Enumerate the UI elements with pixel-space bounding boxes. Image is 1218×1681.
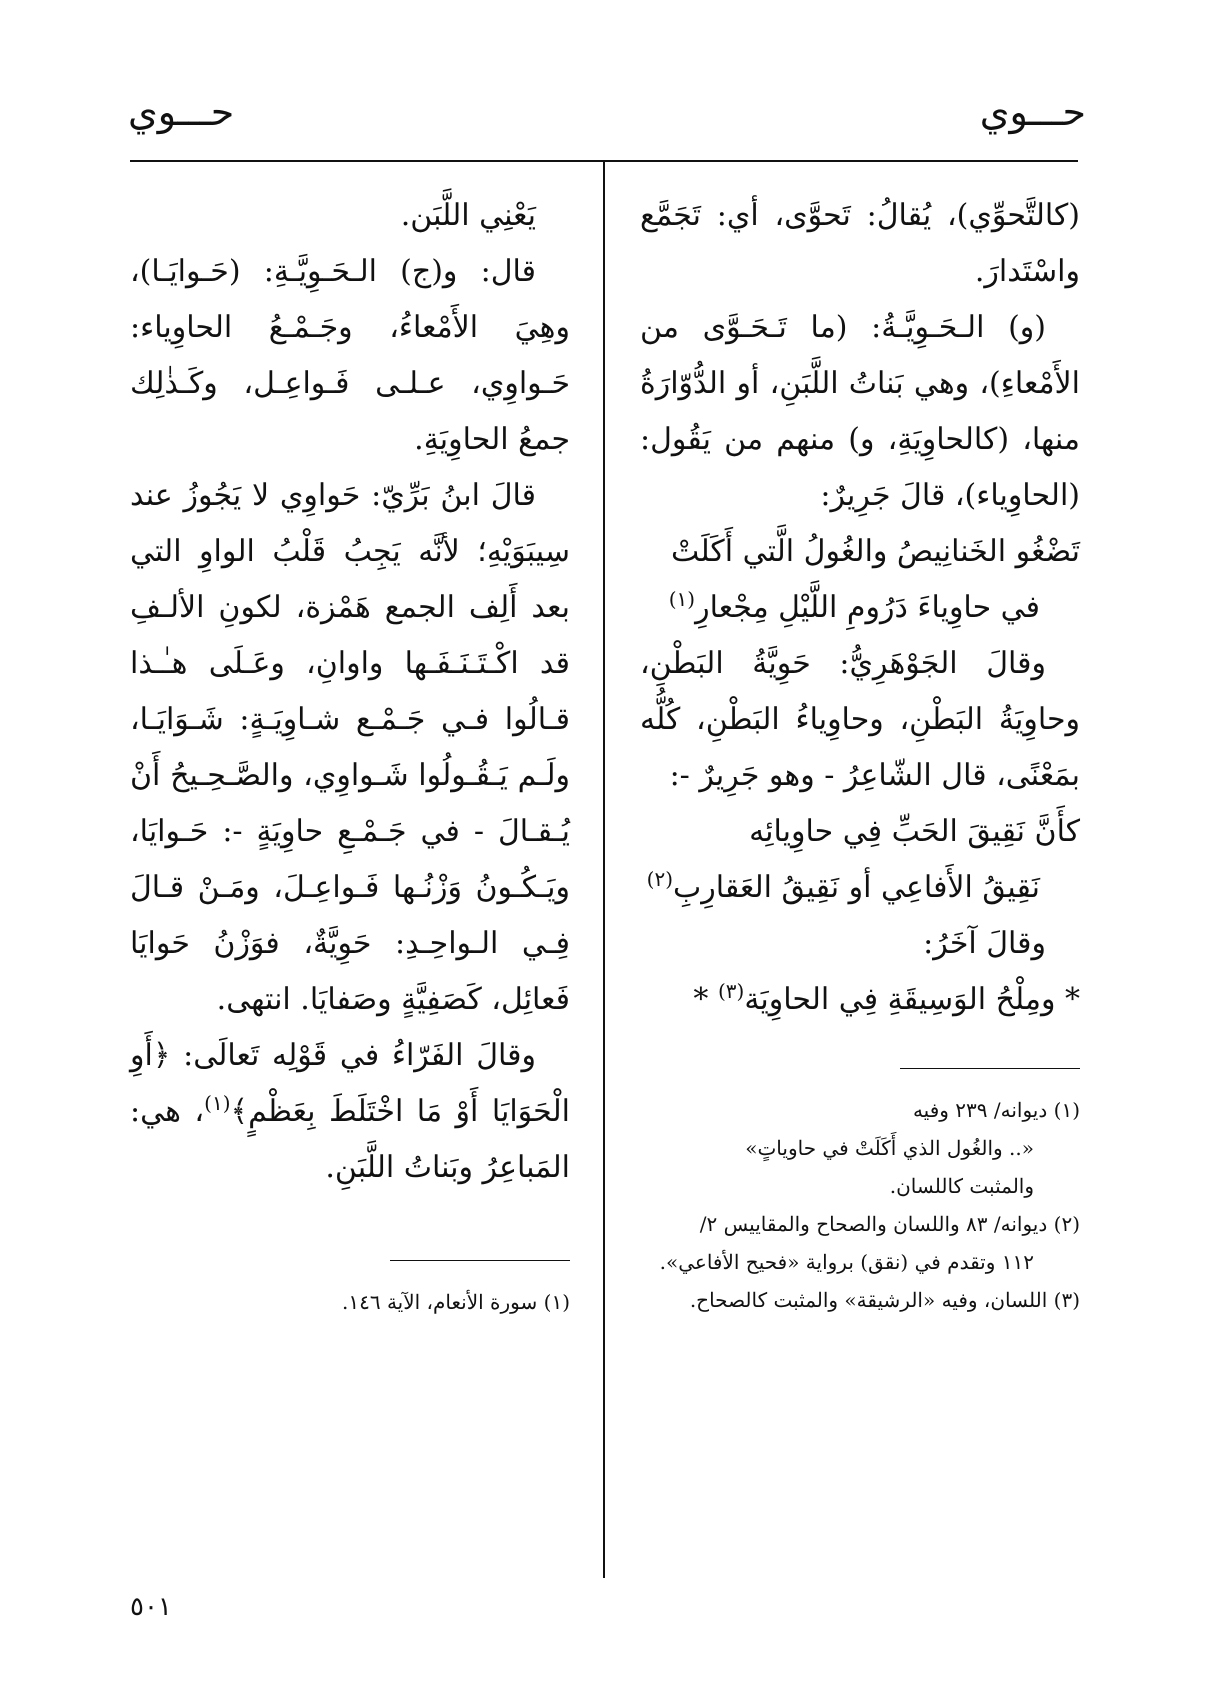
footnote-mark-2: (٢) bbox=[646, 867, 673, 891]
footnote-right-3-text: اللسان، وفيه «الرشيقة» والمثبت كالصحاح. bbox=[689, 1288, 1048, 1312]
footnote-left-1-number: (١) bbox=[543, 1290, 570, 1314]
footnote-right-2-number: (٢) bbox=[1053, 1212, 1080, 1236]
footnote-right-2-text: ديوانه/ ٨٣ واللسان والصحاح والمقاييس ٢/ bbox=[699, 1212, 1048, 1236]
footnote-right-3 bbox=[640, 1281, 1080, 1319]
footnote-right-1-text: ديوانه/ ٢٣٩ وفيه bbox=[912, 1098, 1048, 1122]
left-paragraph-2: قال: و(ج) الـحَـوِيَّـةِ: (حَـوايَـا)، وهِيَ الأَمْعاءُ، وجَـمْـعُ الحاوِياء: حَـواوِي، عـلـى فَـواعِـل، وكَـذٰلِك جمعُ الحاوِيَةِ. bbox=[130, 254, 570, 457]
verse-3 bbox=[640, 972, 1080, 1028]
footnote-left-1 bbox=[130, 1283, 570, 1321]
right-column bbox=[640, 188, 1080, 1319]
footnote-right-3-number: (٣) bbox=[1053, 1288, 1080, 1312]
footnote-right-2-continuation: ١١٢ وتقدم في (نقق) برواية «فحيح الأفاعي». bbox=[659, 1250, 1034, 1274]
footnote-left-1-text: سورة الأنعام، الآية ١٤٦. bbox=[342, 1290, 538, 1314]
page-number: ٥٠١ bbox=[130, 1592, 172, 1622]
left-column bbox=[130, 188, 570, 1321]
right-paragraph-1: (كالتَّحوِّي)، يُقالُ: تَحوَّى، أي: تَجَمَّع واسْتَدارَ. bbox=[640, 198, 1080, 289]
header-root-right: حـــوي bbox=[979, 90, 1086, 134]
left-paragraph-4-rest: ، هي: المَباعِرُ وبَناتُ اللَّبَنِ. bbox=[130, 1094, 570, 1185]
verse-3-end: * bbox=[693, 982, 718, 1017]
footnote-right-1-note: والمثبت كاللسان. bbox=[889, 1174, 1034, 1198]
verse-1-second-hemistich bbox=[640, 580, 1080, 636]
verse-1-second-text: في حاوِياءَ دَرُومِ اللَّيْلِ مِجْعارِ bbox=[695, 590, 1040, 625]
verse-2-second-hemistich bbox=[640, 860, 1080, 916]
left-paragraph-1: يَعْنِي اللَّبَن. bbox=[400, 198, 536, 233]
verse-3-text: * ومِلْحُ الوَسِيقَةِ فِي الحاوِيَة bbox=[744, 982, 1080, 1017]
footnote-right-1 bbox=[640, 1091, 1080, 1205]
footnote-right-1-number: (١) bbox=[1053, 1098, 1080, 1122]
footnote-rule-left bbox=[390, 1260, 570, 1261]
header-root-left: حـــوي bbox=[128, 90, 235, 134]
verse-2-second-text: نَقِيقُ الأَفاعِي أو نَقِيقُ العَقارِبِ bbox=[673, 870, 1040, 905]
left-paragraph-4 bbox=[130, 1028, 570, 1196]
footnote-rule-right bbox=[900, 1068, 1080, 1069]
left-paragraph-3: قالَ ابنُ بَرِّيّ: حَواوِي لا يَجُوزُ عند سِيبَوَيْهِ؛ لأنَّه يَجِبُ قَلْبُ الواوِ التي بعد أَلِف الجمع هَمْزة، لكونِ الألـفِ قد اكْـتَـنَـفَـها واوانِ، وعَـلَى هـٰـذا قـالُوا فـي جَـمْـع شـاوِيَـةٍ: شَـوَايَـا، ولَـم يَـقُـولُوا شَـواوِي، والصَّـحِـيحُ أَنْ يُـقـالَ - في جَـمْـعِ حاوِيَةٍ -: حَـوايَا، ويَـكُـونُ وَزْنُـها فَـواعِـلَ، ومَـنْ قـالَ فِـي الـواحِـدِ: حَوِيَّةٌ، فوَزْنُ حَوايَا فَعائِل، كَصَفِيَّةٍ وصَفايَا. انتهى. bbox=[130, 478, 570, 1017]
footnote-mark-left-1: (١) bbox=[204, 1091, 231, 1115]
left-paragraph-4-quran: وقالَ الفَرّاءُ في قَوْلِه تَعالَى: ﴿أَوِ الْحَوَايَا أَوْ مَا اخْتَلَطَ بِعَظْمٍ﴾ bbox=[130, 1038, 570, 1129]
footnote-right-2 bbox=[640, 1205, 1080, 1281]
footnote-mark-3: (٣) bbox=[717, 979, 745, 1003]
right-paragraph-4: وقالَ آخَرُ: bbox=[923, 926, 1046, 961]
column-divider bbox=[603, 160, 605, 1578]
verse-2-first-hemistich: كأَنَّ نَقِيقَ الحَبِّ فِي حاوِيائِه bbox=[749, 814, 1080, 849]
right-paragraph-2: (و) الـحَـوِيَّـةُ: (ما تَـحَـوَّى من الأَمْعاءِ)، وهي بَناتُ اللَّبَنِ، أو الدُّوّارَةُ منها، (كالحاوِيَةِ، و) منهم من يَقُول: (الحاوِياء)، قالَ جَرِيرٌ: bbox=[640, 310, 1080, 513]
verse-1-first-hemistich: تَضْغُو الخَنانِيصُ والغُولُ الَّتي أَكَلَتْ bbox=[671, 534, 1080, 569]
right-paragraph-3: وقالَ الجَوْهَرِيُّ: حَوِيَّةُ البَطْنِ، وحاوِيَةُ البَطْنِ، وحاوِياءُ البَطْنِ، كُلُّه بمَعْنًى، قال الشّاعِرُ - وهو جَرِيرٌ -: bbox=[640, 646, 1080, 793]
footnote-mark-1: (١) bbox=[668, 587, 696, 611]
footnote-right-1-quote: «.. والغُول الذي أَكَلَتْ في حاوياتٍ» bbox=[745, 1136, 1034, 1160]
